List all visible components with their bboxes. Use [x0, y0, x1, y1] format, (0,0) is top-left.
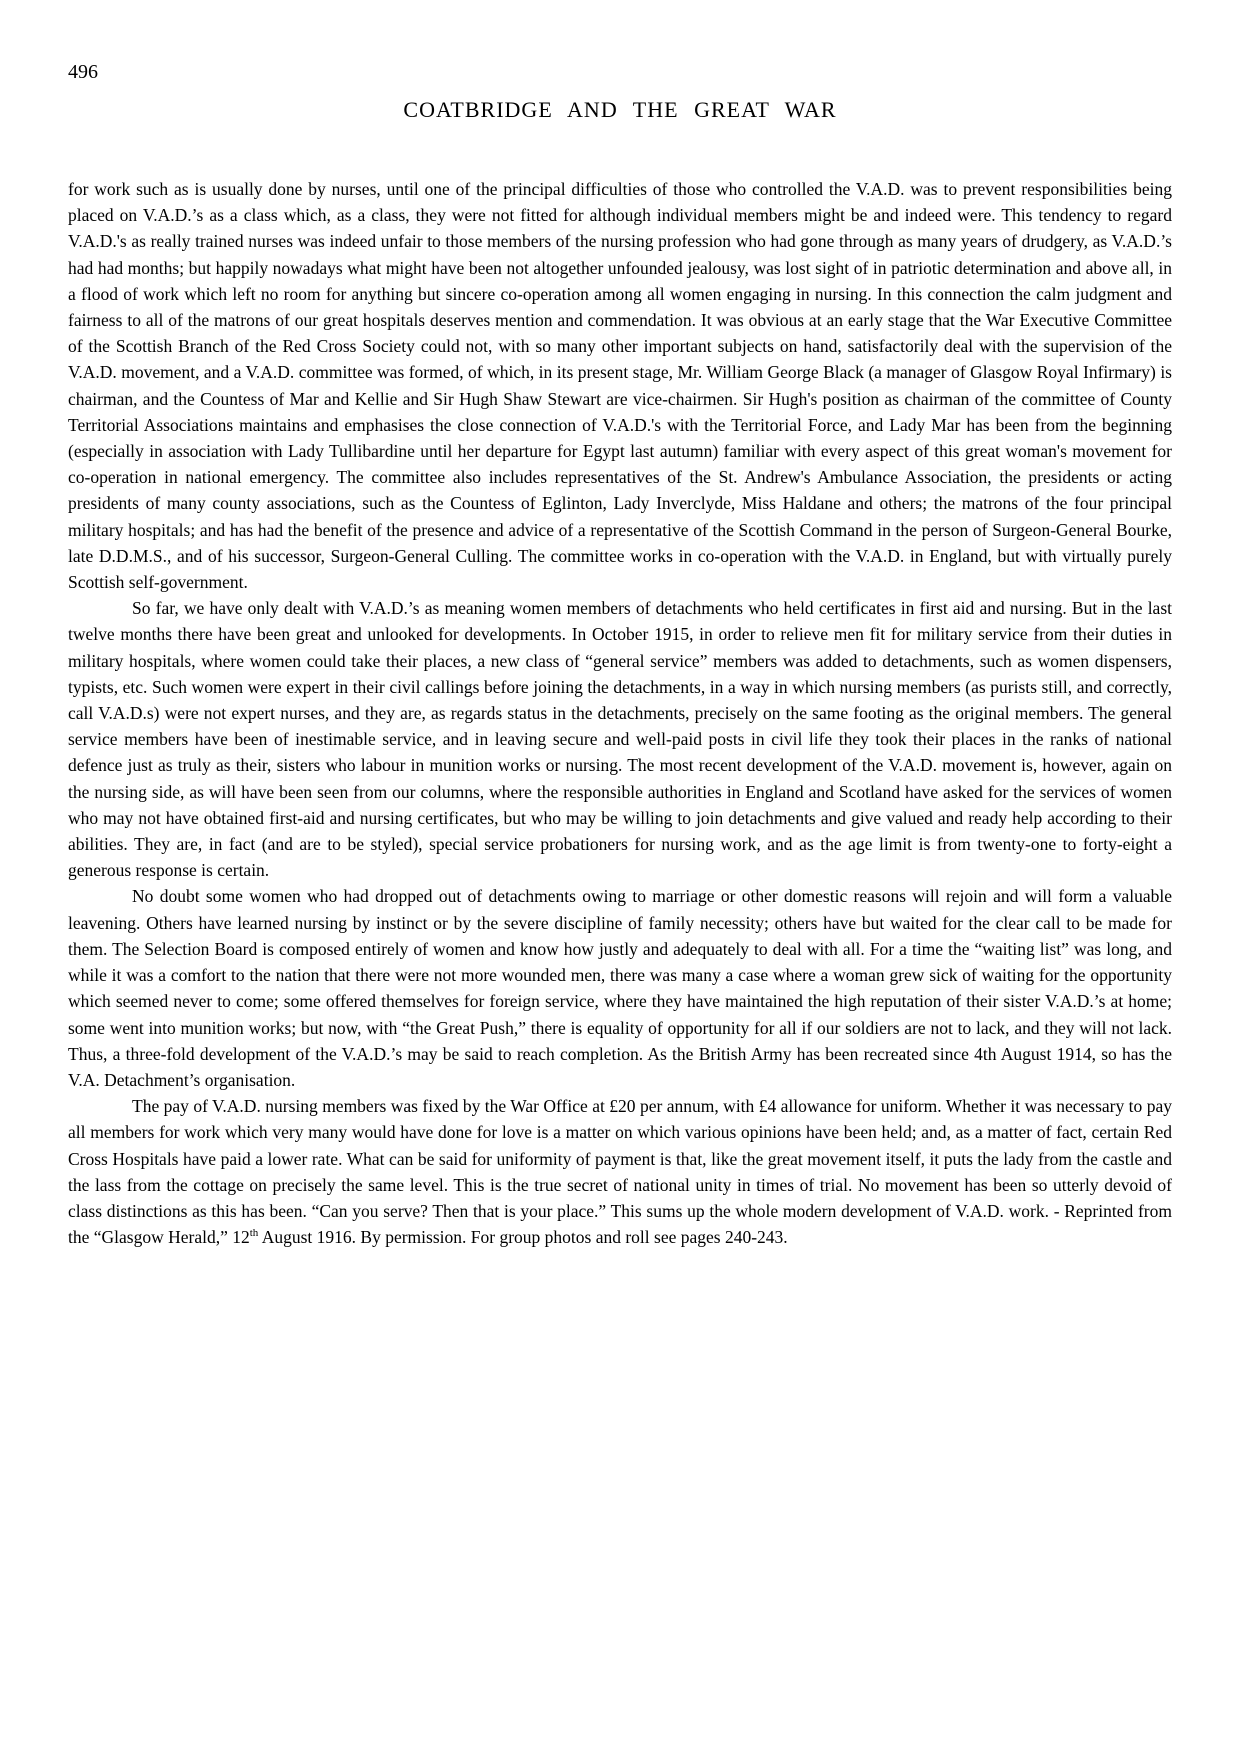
paragraph-4-text-continued: August 1916. By permission. For group photos and roll see pages 240-243. [258, 1227, 788, 1248]
article-body [68, 176, 1172, 1250]
page-number: 496 [68, 61, 98, 83]
body-paragraph-4 [68, 1093, 1172, 1250]
page-title: COATBRIDGE AND THE GREAT WAR [403, 97, 837, 122]
body-paragraph-1: for work such as is usually done by nurses, until one of the principal difficulties of those who controlled the V.A.D. was to prevent responsibilities being placed on V.A.D.’s as a class which, as a class, they were not fitted for although individual members might be and indeed were. This tendency to regard V.A.D.'s as really trained nurses was indeed unfair to those members of the nursing profession who had gone through as many years of drudgery, as V.A.D.’s had had months; but happily nowadays what might have been not altogether unfounded jealousy, was lost sight of in patriotic determination and above all, in a flood of work which left no room for anything but sincere co-operation among all women engaging in nursing. In this connection the calm judgment and fairness to all of the matrons of our great hospitals deserves mention and commendation. It was obvious at an early stage that the War Executive Committee of the Scottish Branch of the Red Cross Society could not, with so many other important subjects on hand, satisfactorily deal with the supervision of the V.A.D. movement, and a V.A.D. committee was formed, of which, in its present stage, Mr. William George Black (a manager of Glasgow Royal Infirmary) is chairman, and the Countess of Mar and Kellie and Sir Hugh Shaw Stewart are vice-chairmen. Sir Hugh's position as chairman of the committee of County Territorial Associations maintains and emphasises the close connection of V.A.D.'s with the Territorial Force, and Lady Mar has been from the beginning (especially in association with Lady Tullibardine until her departure for Egypt last autumn) familiar with every aspect of this great woman's movement for co-operation in national emergency. The committee also includes representatives of the St. Andrew's Ambulance Association, the presidents or acting presidents of many county associations, such as the Countess of Eglinton, Lady Inverclyde, Miss Haldane and others; the matrons of the four principal military hospitals; and has had the benefit of the presence and advice of a representative of the Scottish Command in the person of Surgeon-General Bourke, late D.D.M.S., and of his successor, Surgeon-General Culling. The committee works in co-operation with the V.A.D. in England, but with virtually purely Scottish self-government. [68, 179, 1172, 593]
body-paragraph-2: So far, we have only dealt with V.A.D.’s as meaning women members of detachments who held certificates in first aid and nursing. But in the last twelve months there have been great and unlooked for developments. In October 1915, in order to relieve men fit for military service from their duties in military hospitals, where women could take their places, a new class of “general service” members was added to detachments, such as women dispensers, typists, etc. Such women were expert in their civil callings before joining the detachments, in a way in which nursing members (as purists still, and correctly, call V.A.D.s) were not expert nurses, and they are, as regards status in the detachments, precisely on the same footing as the original members. The general service members have been of inestimable service, and in leaving secure and well-paid posts in civil life they took their places in the ranks of national defence just as truly as their, sisters who labour in munition works or nursing. The most recent development of the V.A.D. movement is, however, again on the nursing side, as will have been seen from our columns, where the responsible authorities in England and Scotland have asked for the services of women who may not have obtained first-aid and nursing certificates, but who may be willing to join detachments and give valued and ready help according to their abilities. They are, in fact (and are to be styled), special service probationers for nursing work, and as the age limit is from twenty-one to forty-eight a generous response is certain. [68, 598, 1172, 881]
body-paragraph-3: No doubt some women who had dropped out of detachments owing to marriage or other domestic reasons will rejoin and will form a valuable leavening. Others have learned nursing by instinct or by the severe discipline of family necessity; others have but waited for the clear call to be made for them. The Selection Board is composed entirely of women and know how justly and adequately to deal with all. For a time the “waiting list” was long, and while it was a comfort to the nation that there were not more wounded men, there was many a case where a woman grew sick of waiting for the opportunity which seemed never to come; some offered themselves for foreign service, where they have maintained the high reputation of their sister V.A.D.’s at home; some went into munition works; but now, with “the Great Push,” there is equality of opportunity for all if our soldiers are not to lack, and they will not lack. Thus, a three-fold development of the V.A.D.’s may be said to reach completion. As the British Army has been recreated since 4th August 1914, so has the V.A. Detachment’s organisation. [68, 886, 1172, 1090]
paragraph-4-text: The pay of V.A.D. nursing members was fixed by the War Office at £20 per annum, with £4 allowance for uniform. Whether it was necessary to pay all members for work which very many would have done for love is a matter on which various opinions have been held; and, as a matter of fact, certain Red Cross Hospitals have paid a lower rate. What can be said for uniformity of payment is that, like the great movement itself, it puts the lady from the castle and the lass from the cottage on precisely the same level. This is the true secret of national unity in times of trial. No movement has been so utterly devoid of class distinctions as this has been. “Can you serve? Then that is your place.” This sums up the whole modern development of V.A.D. work. - Reprinted from the “Glasgow Herald,” 12 [68, 1096, 1172, 1248]
ordinal-suffix: th [249, 1227, 259, 1240]
